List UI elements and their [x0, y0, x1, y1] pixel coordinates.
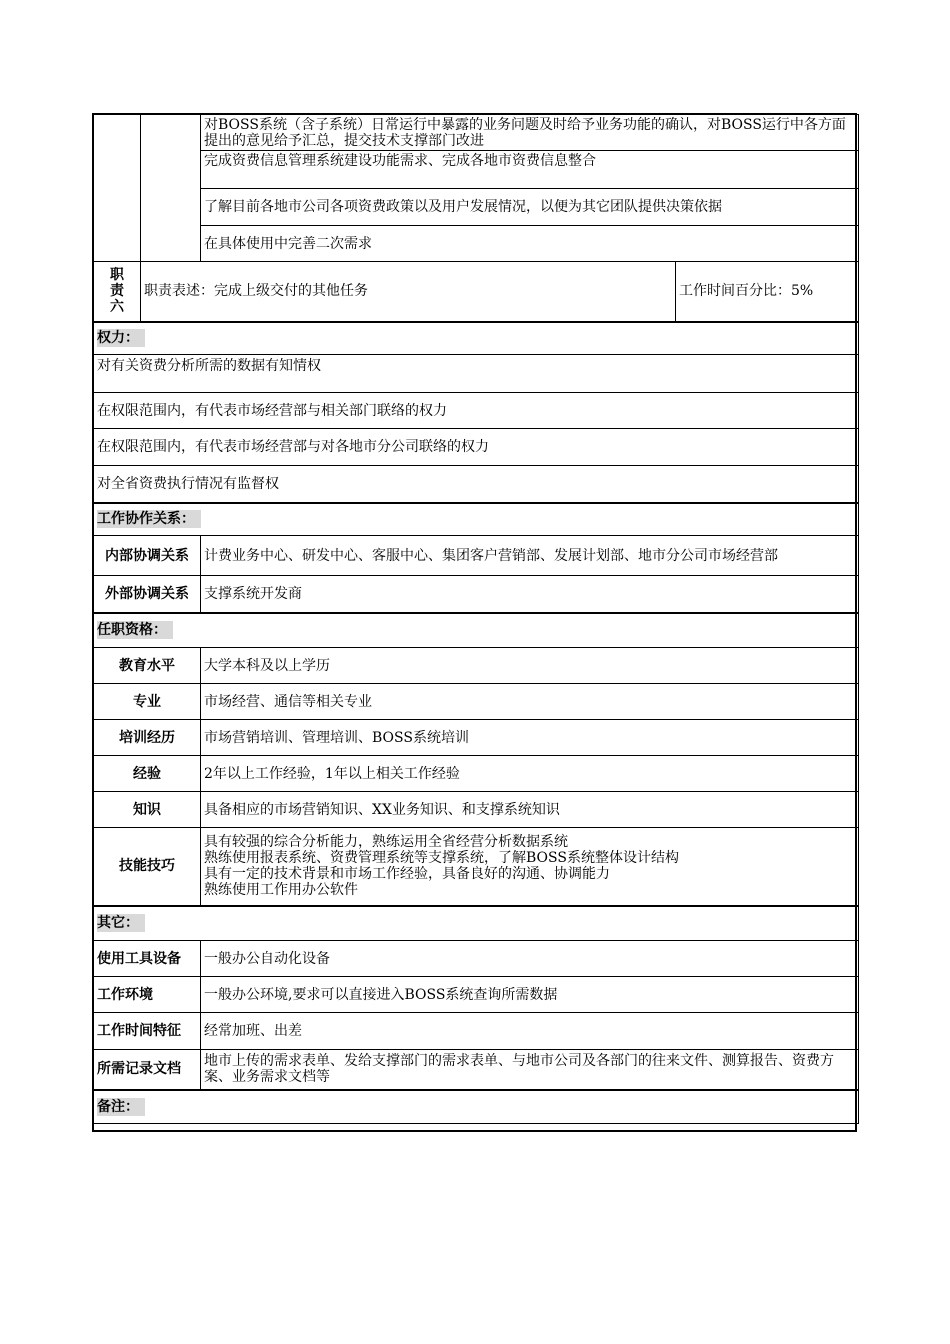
duty-sub-cell: [141, 115, 201, 262]
qualification-row: [94, 648, 859, 684]
qualification-row: [94, 756, 859, 792]
qualification-label: 培训经历: [94, 720, 201, 756]
authority-item: 在权限范围内，有代表市场经营部与对各地市分公司联络的权力: [94, 429, 859, 466]
qualification-label: 专业: [94, 684, 201, 720]
other-row: [94, 1013, 859, 1050]
duty-item: 对BOSS系统（含子系统）日常运行中暴露的业务问题及时给予业务功能的确认，对BOSS运行中各方面提出的意见给予汇总，提交技术支撑部门改进: [201, 115, 859, 151]
qualification-value: 2年以上工作经验，1年以上相关工作经验: [201, 756, 859, 792]
authority-row: [94, 466, 859, 503]
skills-value: [201, 828, 859, 906]
other-value: 地市上传的需求表单、发给支撑部门的需求表单、与地市公司及各部门的往来文件、测算报告、资费方案、业务需求文档等: [201, 1050, 859, 1090]
qualification-row: [94, 720, 859, 756]
internal-relation-row: [94, 536, 859, 576]
qualification-label: 教育水平: [94, 648, 201, 684]
skills-label: 技能技巧: [94, 828, 201, 906]
qualification-value: 具备相应的市场营销知识、XX业务知识、和支撑系统知识: [201, 792, 859, 828]
section-header-row: [94, 906, 859, 941]
authority-item: 在权限范围内，有代表市场经营部与相关部门联络的权力: [94, 393, 859, 429]
other-row: [94, 941, 859, 977]
duty6-time-percent: 工作时间百分比：5%: [676, 262, 859, 322]
other-label: 工作时间特征: [94, 1013, 201, 1050]
other-row: [94, 1050, 859, 1090]
skills-line: 熟练使用工作用办公软件: [204, 882, 358, 899]
duty-item-row: [94, 151, 859, 189]
duty6-label: 职 责 六: [94, 262, 141, 322]
duty6-row: [94, 262, 859, 322]
section-title-authority: 权力：: [94, 322, 859, 355]
section-title-remarks: 备注：: [94, 1090, 859, 1124]
qualification-row: [94, 792, 859, 828]
skills-line: 熟练使用报表系统、资费管理系统等支撑系统，了解BOSS系统整体设计结构: [204, 850, 679, 867]
duty-item-row: [94, 189, 859, 226]
section-header-row: [94, 613, 859, 648]
qualification-value: 市场营销培训、管理培训、BOSS系统培训: [201, 720, 859, 756]
other-label: 所需记录文档: [94, 1050, 201, 1090]
other-value: 一般办公环境,要求可以直接进入BOSS系统查询所需数据: [201, 977, 859, 1013]
other-row: [94, 977, 859, 1013]
internal-relation-value: 计费业务中心、研发中心、客服中心、集团客户营销部、发展计划部、地市分公司市场经营部: [201, 536, 859, 576]
skills-line: 具有一定的技术背景和市场工作经验，具备良好的沟通、协调能力: [204, 866, 610, 883]
qualification-value: 大学本科及以上学历: [201, 648, 859, 684]
section-title-other: 其它：: [94, 906, 859, 941]
authority-row: [94, 393, 859, 429]
authority-row: [94, 429, 859, 466]
section-header-row: [94, 503, 859, 536]
duty-label-cell: [94, 115, 141, 262]
other-label: 工作环境: [94, 977, 201, 1013]
other-value: 一般办公自动化设备: [201, 941, 859, 977]
external-relation-label: 外部协调关系: [94, 576, 201, 613]
other-value: 经常加班、出差: [201, 1013, 859, 1050]
qualification-label: 知识: [94, 792, 201, 828]
section-header-row: [94, 1090, 859, 1124]
authority-item: 对全省资费执行情况有监督权: [94, 466, 859, 503]
duty-item-row: [94, 226, 859, 262]
qualification-row: [94, 684, 859, 720]
skills-line: 具有较强的综合分析能力，熟练运用全省经营分析数据系统: [204, 834, 568, 851]
external-relation-row: [94, 576, 859, 613]
internal-relation-label: 内部协调关系: [94, 536, 201, 576]
skills-row: [94, 828, 859, 906]
other-label: 使用工具设备: [94, 941, 201, 977]
authority-row: [94, 355, 859, 393]
qualification-label: 经验: [94, 756, 201, 792]
duty-item-row: [94, 115, 859, 151]
section-title-collaboration: 工作协作关系：: [94, 503, 859, 536]
duty-item: 在具体使用中完善二次需求: [201, 226, 859, 262]
section-title-qualifications: 任职资格：: [94, 613, 859, 648]
authority-item: 对有关资费分析所需的数据有知情权: [94, 355, 859, 393]
duty-item: 完成资费信息管理系统建设功能需求、完成各地市资费信息整合: [201, 151, 859, 189]
duty-item: 了解目前各地市公司各项资费政策以及用户发展情况，以便为其它团队提供决策依据: [201, 189, 859, 226]
qualification-value: 市场经营、通信等相关专业: [201, 684, 859, 720]
external-relation-value: 支撑系统开发商: [201, 576, 859, 613]
job-description-table: [93, 114, 859, 1124]
section-header-row: [94, 322, 859, 355]
duty6-description: 职责表述：完成上级交付的其他任务: [141, 262, 676, 322]
